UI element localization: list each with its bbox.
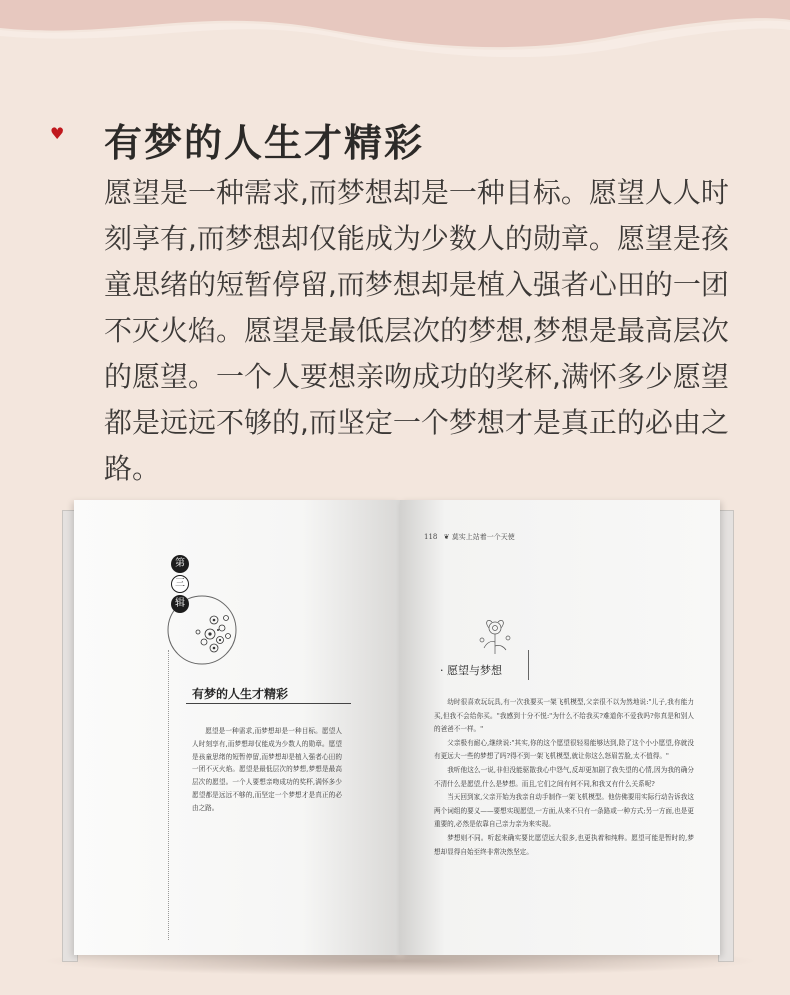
right-page <box>400 500 720 955</box>
page-title: 有梦的人生才精彩 <box>104 121 425 165</box>
left-page <box>74 500 400 955</box>
body-paragraph: 父亲极有耐心,继续说:"其实,你的这个愿望很轻易能够达到,除了这个小小愿望,你就没有更远大一些的梦想了吗?得不到一架飞机模型,就让你这么怒眉苦脸,太不值得。" <box>434 738 694 761</box>
bullet-dot-icon: · <box>440 664 444 677</box>
title-rule <box>186 703 351 704</box>
right-page-stack <box>718 510 734 962</box>
chapter-title: 有梦的人生才精彩 <box>192 687 289 701</box>
chapter-mark-char: 第 <box>171 555 189 573</box>
decorative-wave <box>0 0 790 90</box>
section-body <box>434 696 694 859</box>
chapter-mark <box>169 555 191 613</box>
flower-sketch-icon <box>470 610 520 660</box>
open-book <box>0 490 790 995</box>
body-paragraph: 幼时很喜欢玩玩具,有一次我要买一架飞机模型,父亲很不以为然地说:"儿子,我有能力买,但我不会给你买。"我感到十分不悦:"为什么不给我买?难道你不爱我吗?你真是和别人的爸爸不一样。" <box>434 698 694 734</box>
body-paragraph: 梦想则不同。听起来确实要比愿望远大很多,也更执着和纯粹。愿望可能是暂时的,梦想却显得自始至终非常决然坚定。 <box>434 833 694 856</box>
body-paragraph: 我听他这么一说,非但没能驱散我心中怨气,反却更加剧了我失望的心情,因为我的确分不清什么是愿望,什么是梦想。而且,它们之间有何不同,和我又有什么关系呢? <box>434 765 694 788</box>
heart-icon: ♥ <box>50 124 65 143</box>
section-title <box>440 662 502 678</box>
section-divider <box>528 650 529 680</box>
chapter-mark-char: 三 <box>171 575 189 593</box>
page-number: 118 <box>424 533 438 541</box>
intro-paragraph: 愿望是一种需求,而梦想却是一种目标。愿望人人时刻享有,而梦想却仅能成为少数人的勋章。愿望是孩童思绪的短暂停留,而梦想却是植入强者心田的一团不灭火焰。愿望是最低层次的梦想,梦想是最高层次的愿望。一个人要想亲吻成功的奖杯,满怀多少愿望都是远远不够的,而坚定一个梦想才是真正的必由之路。 <box>104 176 729 485</box>
dotted-divider <box>168 650 169 940</box>
header-leaf-icon: ❦ <box>443 533 450 541</box>
running-header <box>424 532 515 542</box>
chapter-intro-text: 愿望是一种需求,而梦想却是一种目标。愿望人人时刻享有,而梦想却仅能成为少数人的勋章。愿望是孩童思绪的短暂停留,而梦想却是植入强者心田的一团不灭火焰。愿望是最低层次的梦想,梦想是最高层次的愿望。一个人要想亲吻成功的奖杯,满怀多少愿望都是远远不够的,而坚定一个梦想才是真正的必由之路。 <box>192 727 342 812</box>
body-paragraph: 当天回到家,父亲开始为我亲自动手制作一架飞机模型。他仿佛要用实际行动告诉我这两个词组的要义——要想实现愿望,一方面,从来不只有一条路或一种方式;另一方面,也是更重要的,必然是依靠自己亲力亲为来实现。 <box>434 793 694 829</box>
chapter-mark-char: 辑 <box>171 595 189 613</box>
running-header-title: 莫实上站着一个天使 <box>451 533 515 541</box>
section-title-text: 愿望与梦想 <box>447 664 502 677</box>
